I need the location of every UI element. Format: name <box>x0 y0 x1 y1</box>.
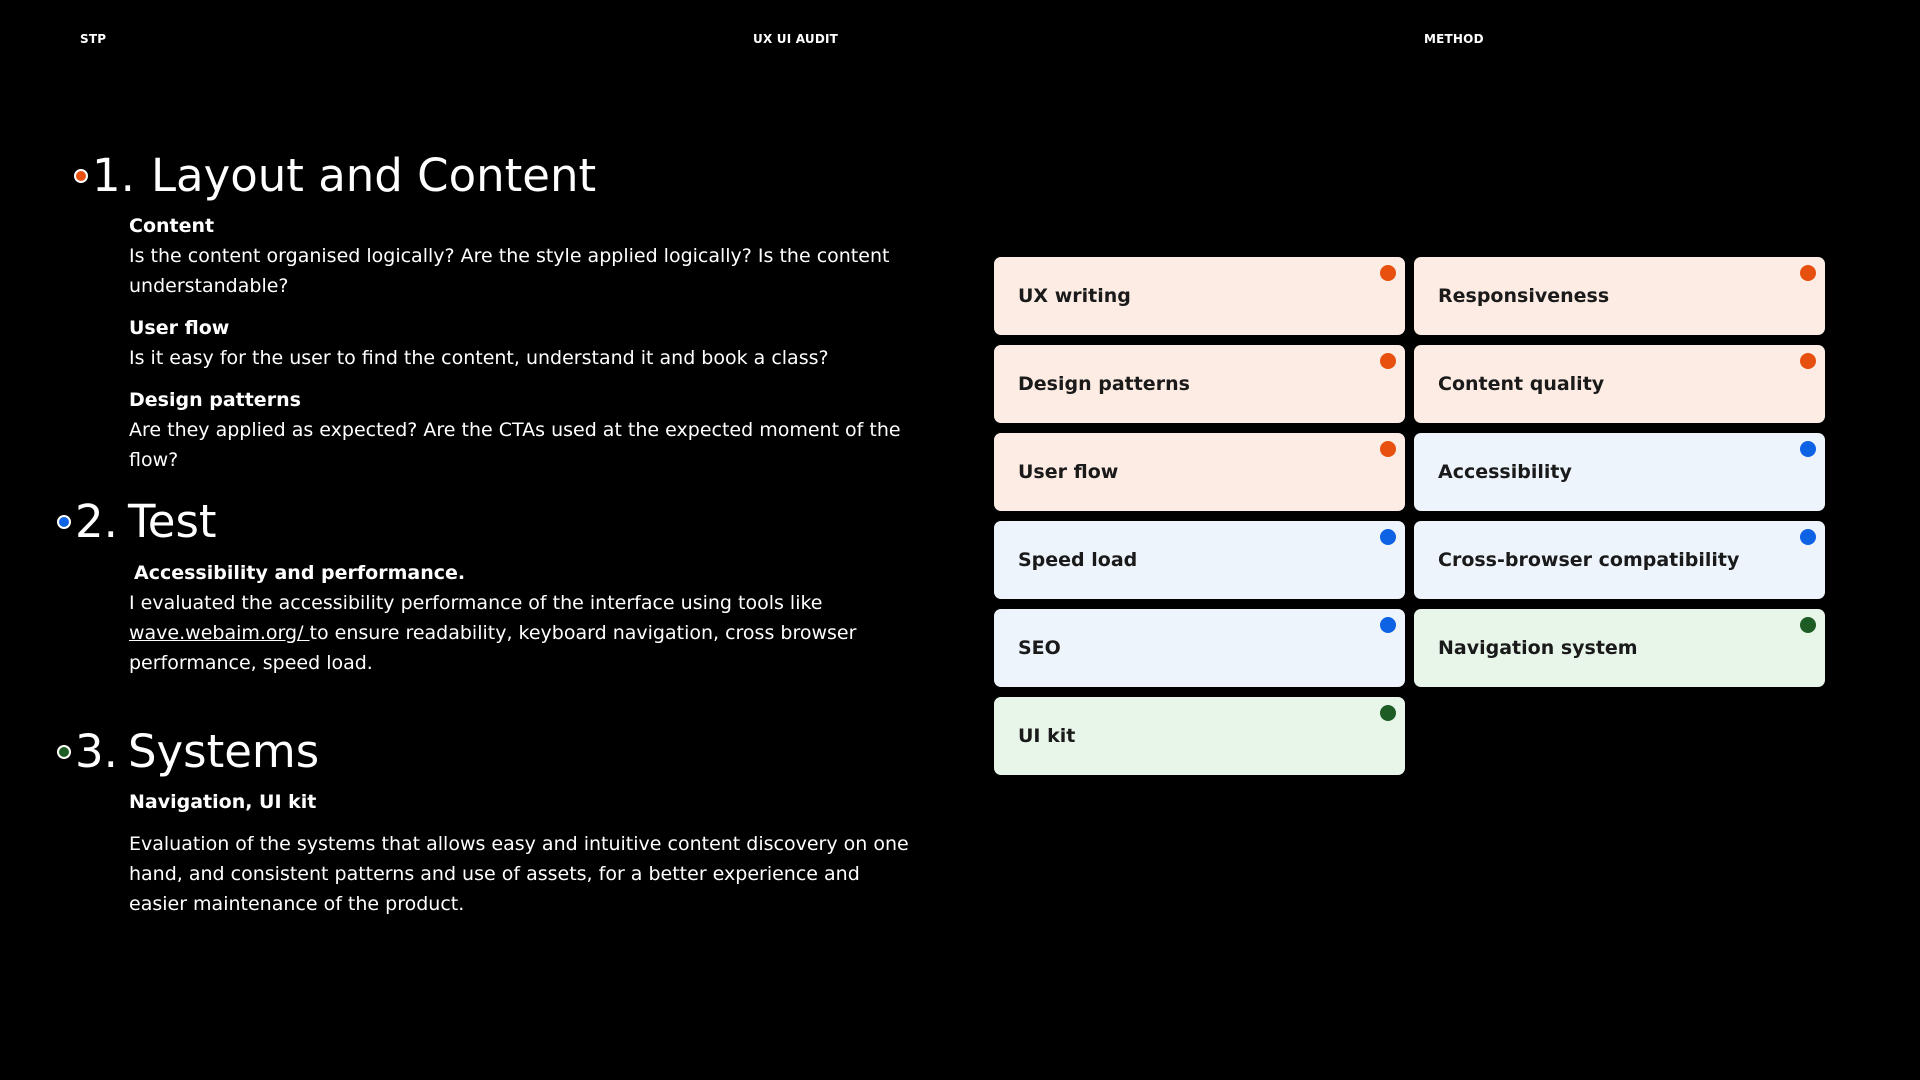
card-seo <box>994 609 1405 687</box>
design-patterns-subtitle: Design patterns <box>129 389 301 411</box>
content-subtitle: Content <box>129 215 215 237</box>
systems-text: Evaluation of the systems that allows easy and intuitive content discovery on one hand, and consistent patterns and use of assets, for a better experience and easier maintenance of the product. <box>129 833 909 915</box>
card-ui-kit <box>994 697 1405 775</box>
card-label: UX writing <box>1018 285 1131 307</box>
card-label: User flow <box>1018 461 1119 483</box>
section-3-heading <box>57 725 320 778</box>
green-dot-icon <box>1380 705 1396 721</box>
card-accessibility <box>1414 433 1825 511</box>
orange-dot-icon <box>1380 265 1396 281</box>
card-responsiveness <box>1414 257 1825 335</box>
blue-dot-icon <box>1380 617 1396 633</box>
user-flow-text: Is it easy for the user to find the content, understand it and book a class? <box>129 347 829 369</box>
blue-dot-icon <box>57 515 71 529</box>
test-text-before-link: I evaluated the accessibility performance of the interface using tools like <box>129 592 823 614</box>
card-cross-browser-compatibility <box>1414 521 1825 599</box>
blue-dot-icon <box>1380 529 1396 545</box>
card-ux-writing <box>994 257 1405 335</box>
card-label: Navigation system <box>1438 637 1638 659</box>
section-2-heading <box>57 495 217 548</box>
section-2-content <box>129 560 919 678</box>
blue-dot-icon <box>1800 529 1816 545</box>
wave-webaim-link[interactable]: wave.webaim.org/ <box>129 622 310 644</box>
card-label: Content quality <box>1438 373 1605 395</box>
card-speed-load <box>994 521 1405 599</box>
orange-dot-icon <box>1800 265 1816 281</box>
section-3-number: 3. <box>75 725 118 778</box>
section-1-heading <box>74 149 597 202</box>
green-dot-icon <box>1800 617 1816 633</box>
orange-dot-icon <box>1380 441 1396 457</box>
section-2-number: 2. <box>75 495 118 548</box>
card-label: Responsiveness <box>1438 285 1610 307</box>
card-navigation-system <box>1414 609 1825 687</box>
accessibility-performance-text <box>129 588 919 678</box>
header-center-label: UX UI AUDIT <box>753 32 839 46</box>
accessibility-performance-subtitle: Accessibility and performance. <box>134 562 466 584</box>
section-3-content <box>129 789 919 919</box>
card-label: Cross-browser compatibility <box>1438 549 1740 571</box>
section-1-content <box>129 213 919 475</box>
card-label: UI kit <box>1018 725 1076 747</box>
card-label: SEO <box>1018 637 1061 659</box>
green-dot-icon <box>57 745 71 759</box>
card-label: Design patterns <box>1018 373 1190 395</box>
card-label: Speed load <box>1018 549 1138 571</box>
test-text-after-link: to ensure readability, keyboard navigation, cross browser performance, speed load. <box>129 622 857 674</box>
user-flow-subtitle: User flow <box>129 317 230 339</box>
section-2-title: Test <box>127 495 217 548</box>
header-left-label: STP <box>80 32 107 46</box>
navigation-ui-kit-subtitle: Navigation, UI kit <box>129 791 317 813</box>
design-patterns-text: Are they applied as expected? Are the CTAs used at the expected moment of the flow? <box>129 419 901 471</box>
card-user-flow <box>994 433 1405 511</box>
header-right-label: METHOD <box>1424 32 1484 46</box>
blue-dot-icon <box>1800 441 1816 457</box>
orange-dot-icon <box>1800 353 1816 369</box>
orange-dot-icon <box>1380 353 1396 369</box>
section-3-title: Systems <box>127 725 320 778</box>
section-1-title: Layout and Content <box>150 149 597 202</box>
card-content-quality <box>1414 345 1825 423</box>
orange-dot-icon <box>74 169 88 183</box>
card-design-patterns <box>994 345 1405 423</box>
section-1-number: 1. <box>92 149 135 202</box>
card-label: Accessibility <box>1438 461 1572 483</box>
content-text: Is the content organised logically? Are the style applied logically? Is the content understandable? <box>129 245 890 297</box>
